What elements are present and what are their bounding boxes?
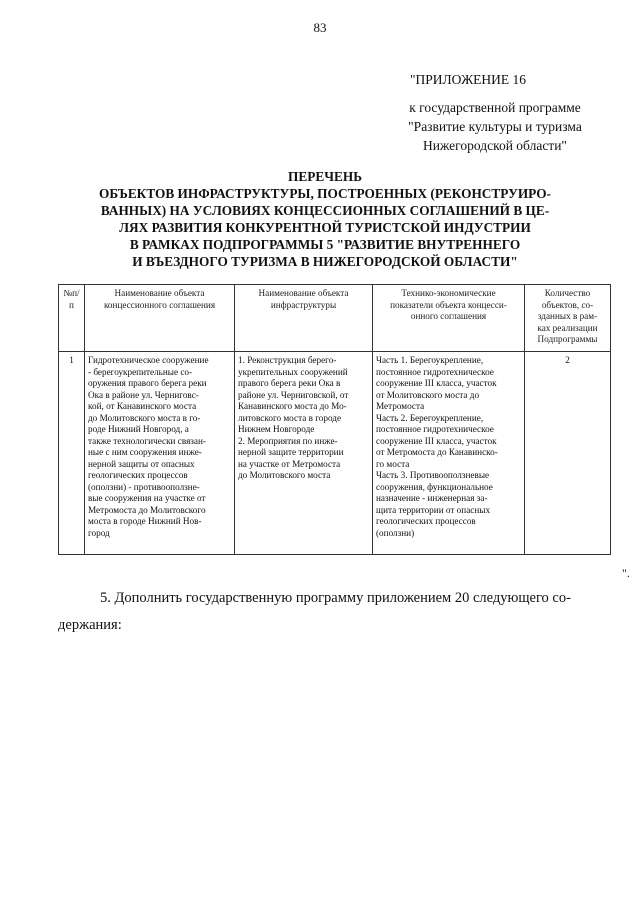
page-number: 83 xyxy=(313,20,327,35)
cell-concession-object xyxy=(85,352,235,555)
header-count xyxy=(525,285,611,352)
cell-line: щита территории от опасных xyxy=(376,504,491,515)
cell-line: правого берега реки Ока в xyxy=(238,378,341,388)
appendix-title: "ПРИЛОЖЕНИЕ 16 xyxy=(410,72,527,87)
cell-line: п xyxy=(69,299,74,310)
cell-line: Наименование объекта xyxy=(114,288,205,298)
cell-line: Часть 3. Противооползневые xyxy=(376,470,490,480)
appendix-subtitle-line: Нижегородской области" xyxy=(423,138,567,153)
cell-line: роде Нижний Новгород, а xyxy=(88,424,189,434)
cell-count: 2 xyxy=(525,352,611,555)
cell-line: на участке от Метромоста xyxy=(238,458,341,469)
cell-line: от Молитовского моста до xyxy=(376,389,480,400)
cell-line: онного соглашения xyxy=(410,311,487,321)
document-heading xyxy=(50,168,600,270)
cell-line: нерной защиты от опасных xyxy=(88,458,195,469)
cell-line: Количество xyxy=(544,288,591,298)
heading-line: ВАННЫХ) НА УСЛОВИЯХ КОНЦЕССИОННЫХ СОГЛАШЕНИЙ В ЦЕ- xyxy=(100,203,550,218)
cell-line: Часть 2. Берегоукрепление, xyxy=(376,412,484,423)
table-row xyxy=(59,352,611,555)
cell-line: сооружения, функциональное xyxy=(376,481,493,492)
cell-line: до Молитовского моста в го- xyxy=(88,412,201,423)
paragraph-text: 5. Дополнить государственную программу приложением 20 следующего со-держания: xyxy=(58,590,571,633)
cell-line: Метромоста xyxy=(376,401,425,411)
cell-line: Часть 1. Берегоукрепление, xyxy=(376,355,484,365)
header-concession-object xyxy=(85,285,235,352)
appendix-subtitle-line: к государственной программе xyxy=(409,100,581,115)
heading-line: В РАМКАХ ПОДПРОГРАММЫ 5 "РАЗВИТИЕ ВНУТРЕННЕГО xyxy=(129,237,521,252)
cell-line: укрепительных сооружений xyxy=(238,366,348,377)
cell-line: Метромоста до Молитовского xyxy=(88,504,206,515)
cell-line: геологических процессов xyxy=(88,470,188,480)
cell-line: Наименование объекта xyxy=(258,288,349,298)
cell-line: город xyxy=(88,527,110,538)
cell-indicators xyxy=(373,352,525,555)
appendix-subtitle xyxy=(370,98,620,155)
cell-line: №п/ xyxy=(63,288,80,298)
cell-line: нерной защите территории xyxy=(238,447,344,457)
cell-line: 1. Реконструкция берего- xyxy=(238,355,337,365)
heading-line: ПЕРЕЧЕНЬ xyxy=(288,169,362,184)
cell-line: объектов, со- xyxy=(541,299,594,310)
cell-line: 2. Мероприятия по инже- xyxy=(238,435,338,446)
cell-line: - берегоукрепительные со- xyxy=(88,366,193,377)
cell-line: го моста xyxy=(376,458,410,469)
cell-line: концессионного соглашения xyxy=(103,299,216,310)
closing-quote: ". xyxy=(622,566,630,580)
cell-number: 1 xyxy=(59,352,85,555)
table-header-row xyxy=(59,285,611,352)
cell-line: назначение - инженерная за- xyxy=(376,493,488,503)
cell-line: моста в городе Нижний Нов- xyxy=(88,516,202,526)
cell-line: зданных в рам- xyxy=(537,311,598,321)
cell-line: Ока в районе ул. Черниговс- xyxy=(88,389,199,400)
cell-line: Гидротехническое сооружение xyxy=(88,355,209,365)
cell-line: Нижнем Новгороде xyxy=(238,424,315,434)
cell-line: районе ул. Черниговской, от xyxy=(238,389,349,400)
header-indicators xyxy=(373,285,525,352)
cell-line: инфраструктуры xyxy=(270,299,337,310)
cell-line: литовского моста в городе xyxy=(238,412,342,423)
appendix-subtitle-line: "Развитие культуры и туризма xyxy=(408,119,582,134)
objects-table xyxy=(58,284,611,555)
heading-line: ОБЪЕКТОВ ИНФРАСТРУКТУРЫ, ПОСТРОЕННЫХ (РЕКОНСТРУИРО- xyxy=(99,186,551,201)
header-infrastructure-object xyxy=(235,285,373,352)
heading-line: И ВЪЕЗДНОГО ТУРИЗМА В НИЖЕГОРОДСКОЙ ОБЛАСТИ" xyxy=(132,254,518,269)
cell-line: (оползни) xyxy=(376,527,415,538)
cell-line: геологических процессов xyxy=(376,516,476,526)
cell-line: (оползни) - противооползне- xyxy=(88,481,200,492)
cell-line: также технологически связан- xyxy=(88,435,206,446)
cell-line: вые сооружения на участке от xyxy=(88,493,206,503)
cell-line: постоянное гидротехническое xyxy=(376,366,494,377)
cell-line: от Метромоста до Канавинско- xyxy=(376,447,498,457)
cell-line: Канавинского моста до Мо- xyxy=(238,401,347,411)
cell-line: сооружение III класса, участок xyxy=(376,435,497,446)
cell-line: до Молитовского моста xyxy=(238,470,331,480)
cell-line: показатели объекта концесси- xyxy=(390,299,507,310)
cell-line: ках реализации xyxy=(537,322,598,333)
cell-line: сооружение III класса, участок xyxy=(376,378,497,388)
body-paragraph xyxy=(58,585,610,639)
cell-line: оружения правого берега реки xyxy=(88,378,207,388)
cell-line: ные с ним сооружения инже- xyxy=(88,447,202,457)
cell-line: кой, от Канавинского моста xyxy=(88,401,197,411)
cell-line: постоянное гидротехническое xyxy=(376,424,494,434)
cell-infrastructure-object xyxy=(235,352,373,555)
heading-line: ЛЯХ РАЗВИТИЯ КОНКУРЕНТНОЙ ТУРИСТСКОЙ ИНДУСТРИИ xyxy=(119,220,531,235)
header-number xyxy=(59,285,85,352)
cell-line: Подпрограммы xyxy=(537,334,598,344)
cell-line: Технико-экономические xyxy=(401,288,496,298)
